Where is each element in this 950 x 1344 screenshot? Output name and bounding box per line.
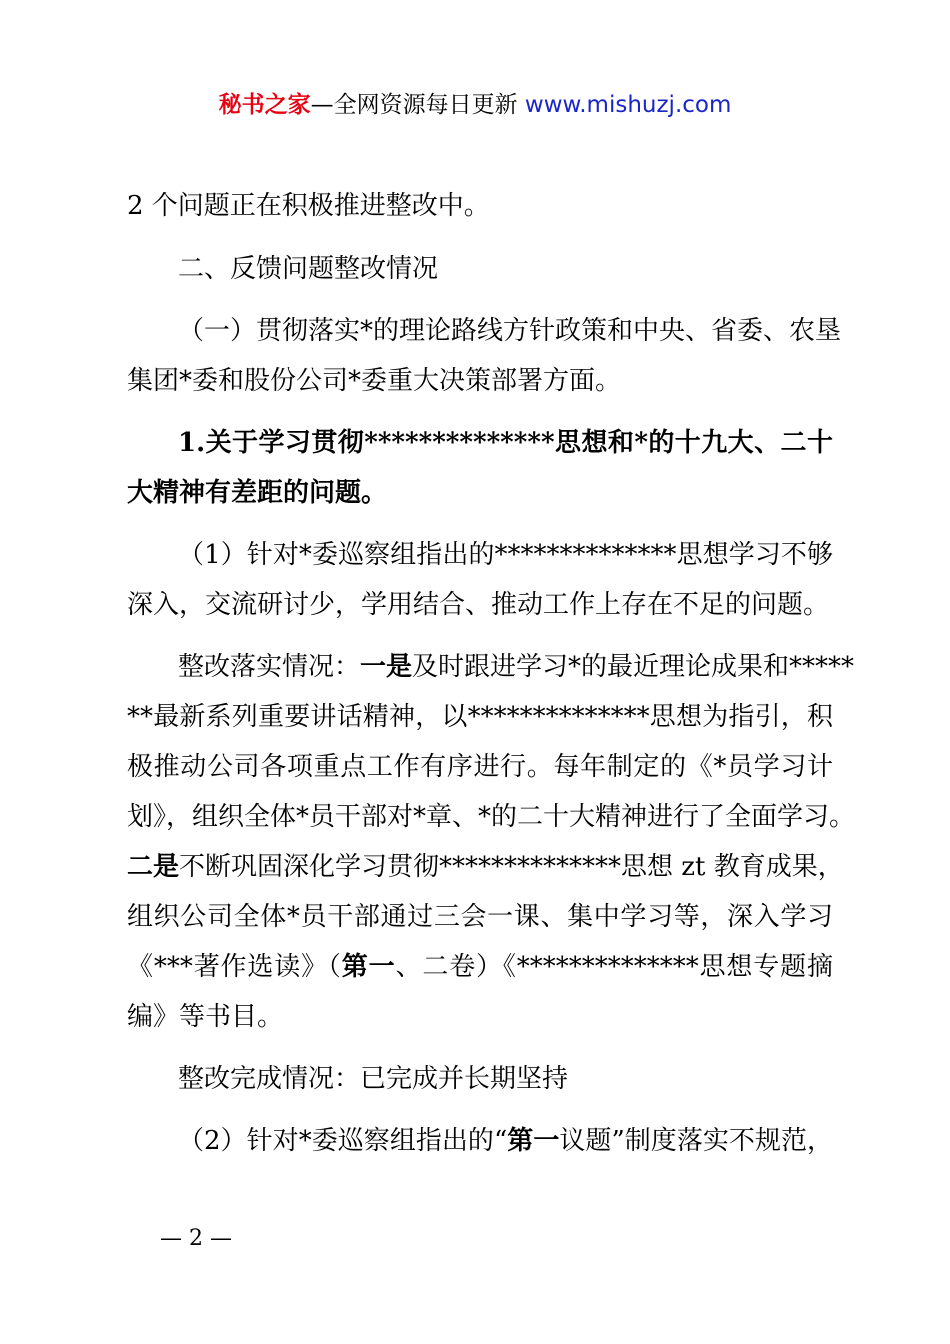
- line-text: 不断巩固深化学习贯彻**************思想 zt 教育成果，: [179, 852, 844, 882]
- label-text: 整改落实情况：: [178, 652, 361, 682]
- paragraph-line: （1）针对*委巡察组指出的**************思想学习不够: [178, 540, 833, 570]
- paragraph-line: 深入，交流研讨少，学用结合、推动工作上存在不足的问题。: [127, 590, 830, 620]
- issue-heading-line: 大精神有差距的问题。: [127, 478, 388, 508]
- paragraph-line: [127, 949, 833, 985]
- header-tagline: —全网资源每日更新: [310, 92, 525, 118]
- page-number: — 2 —: [160, 1226, 232, 1251]
- subsection-heading-line: （一）贯彻落实*的理论路线方针政策和中央、省委、农垦: [178, 316, 842, 346]
- issue-heading-line: 1.关于学习贯彻**************思想和*的十九大、二十: [178, 428, 833, 458]
- line-text: （2）针对*委巡察组指出的“: [178, 1126, 508, 1156]
- emphasis-text: 第一: [341, 952, 396, 982]
- site-url-link[interactable]: www.mishuzj.com: [524, 92, 732, 118]
- emphasis-text: 一是: [360, 652, 413, 682]
- emphasis-text: 二是: [127, 852, 180, 882]
- subsection-heading-line: 集团*委和股份公司*委重大决策部署方面。: [127, 366, 622, 396]
- paragraph-line: **最新系列重要讲话精神，以**************思想为指引，积: [127, 702, 833, 732]
- paragraph-line: 极推动公司各项重点工作有序进行。每年制定的《*员学习计: [127, 752, 833, 782]
- completion-status: 整改完成情况：已完成并长期坚持: [178, 1064, 569, 1094]
- paragraph-line: 2 个问题正在积极推进整改中。: [127, 191, 490, 221]
- paragraph-line: 组织公司全体*员干部通过三会一课、集中学习等，深入学习: [127, 902, 833, 932]
- line-text: 及时跟进学习*的最近理论成果和*****: [412, 652, 855, 682]
- paragraph-line: 编》等书目。: [127, 1002, 284, 1032]
- paragraph-line: [178, 1123, 833, 1159]
- line-text: 、二卷）《**************思想专题摘: [395, 952, 833, 982]
- section-heading: 二、反馈问题整改情况: [178, 254, 439, 284]
- paragraph-line: [178, 649, 855, 685]
- brand-name: 秘书之家: [218, 92, 311, 118]
- line-text: 议题”制度落实不规范，: [559, 1126, 833, 1156]
- line-text: 《***著作选读》（: [127, 952, 342, 982]
- paragraph-line: 划》，组织全体*员干部对*章、*的二十大精神进行了全面学习。: [127, 802, 856, 832]
- paragraph-line: [127, 849, 844, 885]
- emphasis-text: 第一: [507, 1126, 560, 1156]
